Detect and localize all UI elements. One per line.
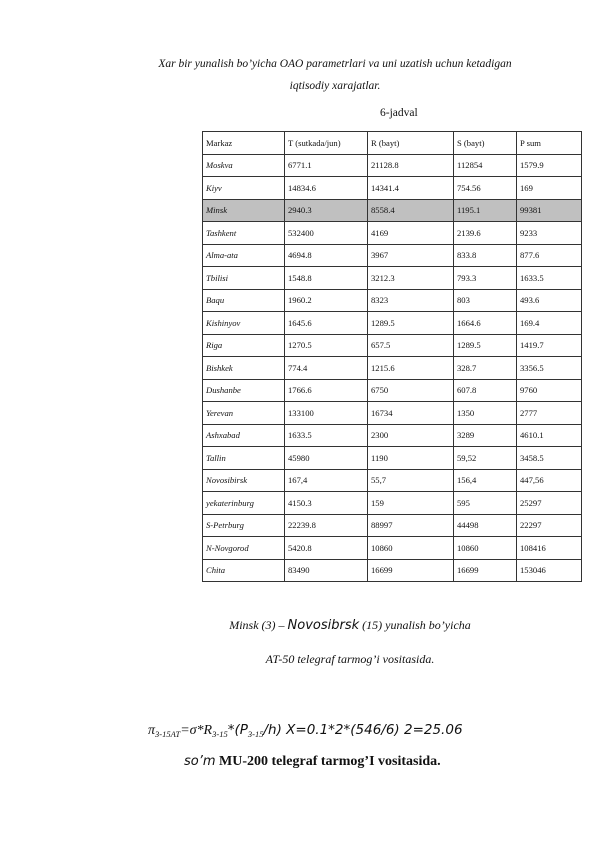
table-cell: 16699 xyxy=(368,559,454,582)
table-cell: 1350 xyxy=(454,402,517,425)
table-cell: Baqu xyxy=(203,289,285,312)
subtitle-line-2: AT-50 telegraf tarmog’i vositasida. xyxy=(265,652,435,666)
table-cell: 1960.2 xyxy=(285,289,368,312)
table-cell: 493.6 xyxy=(517,289,582,312)
table-cell: yekaterinburg xyxy=(203,492,285,515)
table-row xyxy=(203,514,582,537)
table-row xyxy=(203,267,582,290)
table-row xyxy=(203,357,582,380)
table-header-cell: S (bayt) xyxy=(454,132,517,155)
table-cell: 55,7 xyxy=(368,469,454,492)
table-cell: 167,4 xyxy=(285,469,368,492)
table-cell: 5420.8 xyxy=(285,537,368,560)
table-cell: 328.7 xyxy=(454,357,517,380)
table-cell: 1419.7 xyxy=(517,334,582,357)
table-cell: 1195.1 xyxy=(454,199,517,222)
table-cell: 44498 xyxy=(454,514,517,537)
subtitle-line-1 xyxy=(150,618,550,633)
table-cell: 21128.8 xyxy=(368,154,454,177)
table-cell: 1289.5 xyxy=(368,312,454,335)
table-cell: 112854 xyxy=(454,154,517,177)
table-cell: 1633.5 xyxy=(285,424,368,447)
formula-mid: *(P xyxy=(227,722,248,738)
heading-line-2: iqtisodiy xarajatlar. xyxy=(289,80,381,92)
formula-pi: π xyxy=(148,723,156,738)
table-cell: 1645.6 xyxy=(285,312,368,335)
table-cell: 8323 xyxy=(368,289,454,312)
table-cell: Yerevan xyxy=(203,402,285,425)
table-caption: 6-jadval xyxy=(380,107,418,119)
table-cell: 3356.5 xyxy=(517,357,582,380)
table-cell: 657.5 xyxy=(368,334,454,357)
table-cell: 607.8 xyxy=(454,379,517,402)
table-cell: 4169 xyxy=(368,222,454,245)
table-cell: 754.56 xyxy=(454,177,517,200)
table-cell: 169.4 xyxy=(517,312,582,335)
table-cell: Ashxabad xyxy=(203,424,285,447)
table-cell: Dushanbe xyxy=(203,379,285,402)
table-cell: 88997 xyxy=(368,514,454,537)
formula-eq1: =σ*R xyxy=(180,723,213,738)
table-header-cell: R (bayt) xyxy=(368,132,454,155)
table-cell: 447,56 xyxy=(517,469,582,492)
table-cell: 1190 xyxy=(368,447,454,470)
table-row xyxy=(203,424,582,447)
table-cell: Chita xyxy=(203,559,285,582)
table-cell: 45980 xyxy=(285,447,368,470)
table-cell: Kiyv xyxy=(203,177,285,200)
table-cell: 1548.8 xyxy=(285,267,368,290)
table-cell: 9233 xyxy=(517,222,582,245)
table-cell: Alma-ata xyxy=(203,244,285,267)
table-cell: Bishkek xyxy=(203,357,285,380)
table-cell: 6750 xyxy=(368,379,454,402)
closing-text: MU-200 telegraf tarmog’I vositasida. xyxy=(215,754,441,769)
formula-pi-sub: 3-15AT xyxy=(155,729,181,739)
table-row xyxy=(203,289,582,312)
formula-p-sub: 3-15 xyxy=(247,729,264,739)
table-row xyxy=(203,492,582,515)
table-cell: 59,52 xyxy=(454,447,517,470)
table-cell: Novosibirsk xyxy=(203,469,285,492)
table-cell: 3289 xyxy=(454,424,517,447)
table-cell: 1215.6 xyxy=(368,357,454,380)
table-row xyxy=(203,222,582,245)
subtitle-part-a: Minsk (3) – xyxy=(229,618,288,632)
table-cell: 133100 xyxy=(285,402,368,425)
table-cell: 8558.4 xyxy=(368,199,454,222)
table-cell: 159 xyxy=(368,492,454,515)
table-row xyxy=(203,469,582,492)
table-header-cell: P sum xyxy=(517,132,582,155)
table-row xyxy=(203,334,582,357)
table-cell: Tashkent xyxy=(203,222,285,245)
table-cell: 108416 xyxy=(517,537,582,560)
table-cell: 1270.5 xyxy=(285,334,368,357)
formula-rest: /h) X=0.1*2*(546/6) 2=25.06 xyxy=(263,722,463,738)
table-cell: 10860 xyxy=(454,537,517,560)
table-cell: 2940.3 xyxy=(285,199,368,222)
formula xyxy=(148,722,463,739)
heading-line-1: Xar bir yunalish bo’yicha OAO parametrlari va uni uzatish uchun ketadigan xyxy=(158,58,512,70)
table-cell: 2139.6 xyxy=(454,222,517,245)
table-cell: 16699 xyxy=(454,559,517,582)
table-cell: 3967 xyxy=(368,244,454,267)
table-cell: Moskva xyxy=(203,154,285,177)
table-cell: 1766.6 xyxy=(285,379,368,402)
table-cell: 1664.6 xyxy=(454,312,517,335)
table-cell: 6771.1 xyxy=(285,154,368,177)
table-cell: 10860 xyxy=(368,537,454,560)
table-cell: 3458.5 xyxy=(517,447,582,470)
table-row xyxy=(203,312,582,335)
table-cell: N-Novgorod xyxy=(203,537,285,560)
table-cell: 153046 xyxy=(517,559,582,582)
subtitle-part-c: (15) yunalish bo’yicha xyxy=(359,618,471,632)
table-cell: 99381 xyxy=(517,199,582,222)
table-header-cell: T (sutkada/jun) xyxy=(285,132,368,155)
table-cell: 16734 xyxy=(368,402,454,425)
table-row xyxy=(203,537,582,560)
table-cell: 532400 xyxy=(285,222,368,245)
table-header-cell: Markaz xyxy=(203,132,285,155)
table-cell: 83490 xyxy=(285,559,368,582)
table-cell: 793.3 xyxy=(454,267,517,290)
table-cell: 803 xyxy=(454,289,517,312)
table-cell: 1579.9 xyxy=(517,154,582,177)
table-row xyxy=(203,402,582,425)
table-cell: 25297 xyxy=(517,492,582,515)
table-row xyxy=(203,154,582,177)
closing-line xyxy=(184,754,441,770)
table-header-row xyxy=(203,132,582,155)
table-cell: 14834.6 xyxy=(285,177,368,200)
table-cell: Riga xyxy=(203,334,285,357)
table-cell: Kishinyov xyxy=(203,312,285,335)
table-cell: 4694.8 xyxy=(285,244,368,267)
table-cell: 169 xyxy=(517,177,582,200)
table-row xyxy=(203,559,582,582)
table-cell: Tallin xyxy=(203,447,285,470)
table-row xyxy=(203,447,582,470)
table-cell: 2300 xyxy=(368,424,454,447)
subtitle-part-b: Novosibrsk xyxy=(287,618,360,633)
table-cell: 9760 xyxy=(517,379,582,402)
table-cell: Minsk xyxy=(203,199,285,222)
table-cell: 156,4 xyxy=(454,469,517,492)
table-cell: 3212.3 xyxy=(368,267,454,290)
table-row xyxy=(203,379,582,402)
table-cell: 4610.1 xyxy=(517,424,582,447)
table-cell: 774.4 xyxy=(285,357,368,380)
table-cell: S-Petrburg xyxy=(203,514,285,537)
table-cell: 14341.4 xyxy=(368,177,454,200)
table-cell: 22297 xyxy=(517,514,582,537)
table-cell: 2777 xyxy=(517,402,582,425)
formula-r-sub: 3-15 xyxy=(212,729,228,739)
table-cell: 4150.3 xyxy=(285,492,368,515)
table-cell: 1633.5 xyxy=(517,267,582,290)
table-cell: 22239.8 xyxy=(285,514,368,537)
closing-unit: so’m xyxy=(184,754,216,769)
table-row xyxy=(203,199,582,222)
table-cell: 595 xyxy=(454,492,517,515)
table-cell: Tbilisi xyxy=(203,267,285,290)
table-cell: 833.8 xyxy=(454,244,517,267)
table-row xyxy=(203,177,582,200)
parameters-table xyxy=(202,131,582,582)
table-cell: 877.6 xyxy=(517,244,582,267)
table-cell: 1289.5 xyxy=(454,334,517,357)
table-row xyxy=(203,244,582,267)
